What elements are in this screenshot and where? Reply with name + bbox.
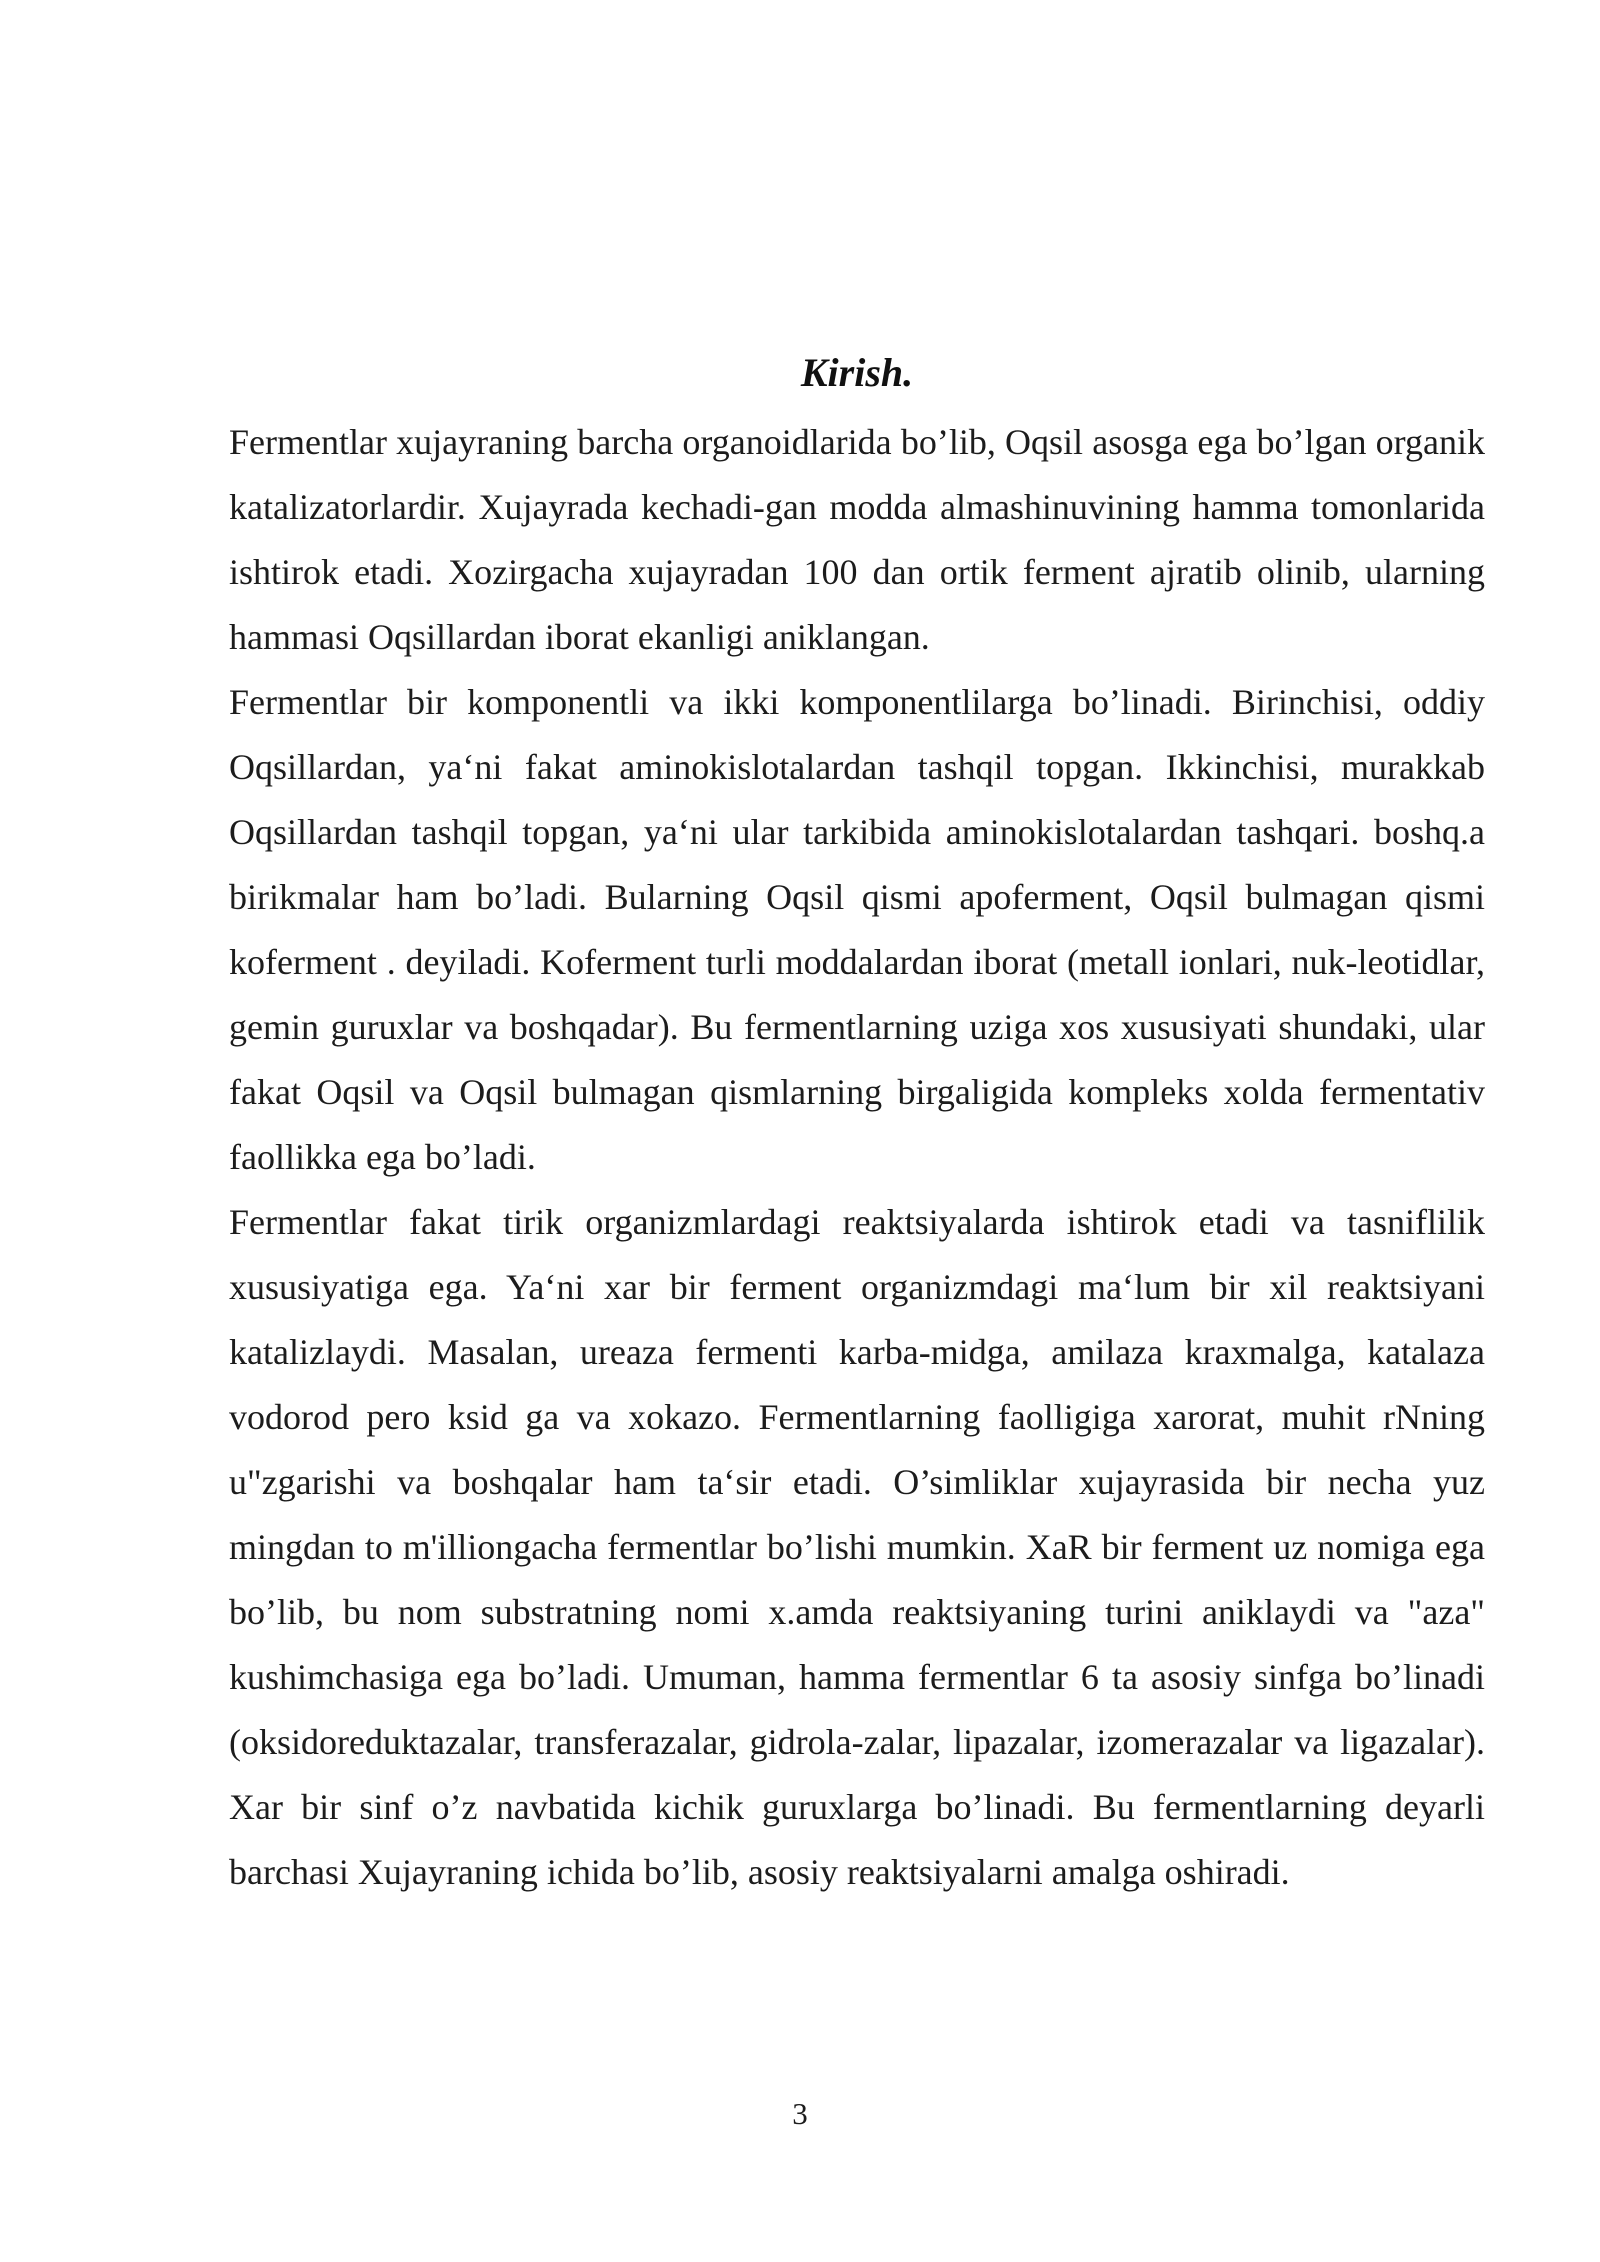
page-content bbox=[229, 336, 1485, 1905]
paragraph-2: Fermentlar bir komponentli va ikki komponentlilarga bo’linadi. Birinchisi, oddiy Oqsillardan, ya‘ni fakat aminokislotalardan tashqil topgan. Ikkinchisi, murakkab Oqsillardan tashqil topgan, ya‘ni ular tarkibida aminokislotalardan tashqari. boshq.a birikmalar ham bo’ladi. Bularning Oqsil qismi apoferment, Oqsil bulmagan qismi koferment . deyiladi. Koferment turli moddalardan iborat (metall ionlari, nuk-leotidlar, gemin guruxlar va boshqadar). Bu fermentlarning uziga xos xususiyati shundaki, ular fakat Oqsil va Oqsil bulmagan qismlarning birgaligida kompleks xolda fermentativ faollikka ega bo’ladi. bbox=[229, 682, 1485, 1177]
paragraph-1: Fermentlar xujayraning barcha organoidlarida bo’lib, Oqsil asosga ega bo’lgan organik katalizatorlardir. Xujayrada kechadi-gan modda almashinuvining hamma tomonlarida ishtirok etadi. Xozirgacha xujayradan 100 dan ortik ferment ajratib olinib, ularning hammasi Oqsillardan iborat ekanligi aniklangan. bbox=[229, 422, 1485, 657]
page-title: Kirish. bbox=[800, 350, 914, 395]
page-number: 3 bbox=[792, 2096, 808, 2131]
paragraph-3: Fermentlar fakat tirik organizmlardagi reaktsiyalarda ishtirok etadi va tasniflilik xususiyatiga ega. Ya‘ni xar bir ferment organizmdagi ma‘lum bir xil reaktsiyani katalizlaydi. Masalan, ureaza fermenti karba-midga, amilaza kraxmalga, katalaza vodorod pero ksid ga va xokazo. Fermentlarning faolligiga xarorat, muhit rNning u"zgarishi va boshqalar ham ta‘sir etadi. O’simliklar xujayrasida bir necha yuz mingdan to m'illiongacha fermentlar bo’lishi mumkin. XaR bir ferment uz nomiga ega bo’lib, bu nom substratning nomi x.amda reaktsiyaning turini aniklaydi va "aza" kushimchasiga ega bo’ladi. Umuman, hamma fermentlar 6 ta asosiy sinfga bo’linadi (oksidoreduktazalar, transferazalar, gidrola-zalar, lipazalar, izomerazalar va ligazalar). Xar bir sinf o’z navbatida kichik guruxlarga bo’linadi. Bu fermentlarning deyarli barchasi Xujayraning ichida bo’lib, asosiy reaktsiyalarni amalga oshiradi. bbox=[229, 1202, 1485, 1892]
